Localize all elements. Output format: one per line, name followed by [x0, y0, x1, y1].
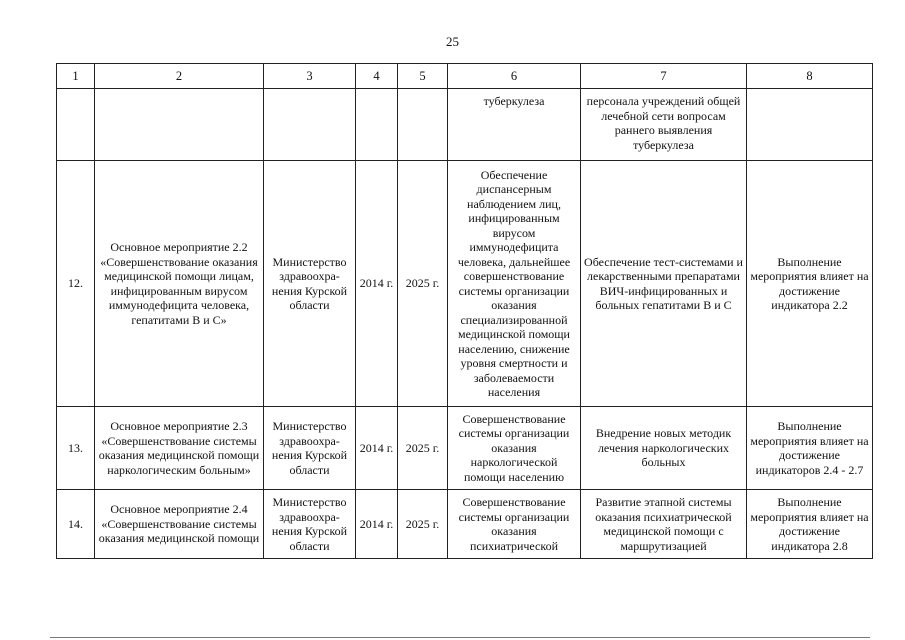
cell-end-year: 2025 г. [398, 407, 448, 490]
cell-empty [264, 89, 356, 161]
cell-content: Развитие этапной системы оказания психиатрической медицинской помощи с маршрутизацией [581, 490, 747, 559]
page-number: 25 [446, 34, 459, 49]
header-col-4: 4 [356, 64, 398, 89]
cell-indicator: Выполнение мероприятия влияет на достижение индикатора 2.2 [747, 161, 873, 407]
cell-content: Обеспечение тест-системами и лекарственными препаратами ВИЧ-инфицированных и больных гепатитами В и С [581, 161, 747, 407]
cell-content: Внедрение новых методик лечения наркологических больных [581, 407, 747, 490]
table-row [57, 490, 873, 559]
cell-start-year: 2014 г. [356, 161, 398, 407]
cell-empty [356, 89, 398, 161]
header-col-2: 2 [95, 64, 264, 89]
header-col-1: 1 [57, 64, 95, 89]
cell-empty [747, 89, 873, 161]
table-row [57, 161, 873, 407]
cell-activity: Основное мероприятие 2.4 «Совершенствование системы оказания медицинской помощи [95, 490, 264, 559]
cell-activity: Основное мероприятие 2.3 «Совершенствование системы оказания медицинской помощи наркологическим больным» [95, 407, 264, 490]
cell-expected-result: Совершенствование системы организации оказания психиатрической [448, 490, 581, 559]
cell-executor: Министерство здравоохра-нения Курской области [264, 407, 356, 490]
header-col-7: 7 [581, 64, 747, 89]
cell-end-year: 2025 г. [398, 490, 448, 559]
header-col-6: 6 [448, 64, 581, 89]
table-row-continuation [57, 89, 873, 161]
cell-activity: Основное мероприятие 2.2 «Совершенствование оказания медицинской помощи лицам, инфицированным вирусом иммунодефицита человека, гепатитами В и С» [95, 161, 264, 407]
cell-indicator: Выполнение мероприятия влияет на достижение индикатора 2.8 [747, 490, 873, 559]
table-row [57, 407, 873, 490]
cell-number: 12. [57, 161, 95, 407]
cell-executor: Министерство здравоохра-нения Курской области [264, 490, 356, 559]
cell-content: персонала учреждений общей лечебной сети вопросам раннего выявления туберкулеза [581, 89, 747, 161]
cell-expected-result: Обеспечение диспансерным наблюдением лиц, инфицированным вирусом иммунодефицита человека, дальнейшее совершенствование системы организации оказания специализированной медицинской помощи населению, снижение уровня смертности и заболеваемости населения [448, 161, 581, 407]
cell-start-year: 2014 г. [356, 407, 398, 490]
header-col-8: 8 [747, 64, 873, 89]
cell-expected-result: Совершенствование системы организации оказания наркологической помощи населению [448, 407, 581, 490]
cell-empty [57, 89, 95, 161]
cell-indicator: Выполнение мероприятия влияет на достижение индикаторов 2.4 - 2.7 [747, 407, 873, 490]
bottom-rule [50, 637, 870, 638]
cell-empty [398, 89, 448, 161]
cell-end-year: 2025 г. [398, 161, 448, 407]
cell-number: 14. [57, 490, 95, 559]
cell-number: 13. [57, 407, 95, 490]
cell-start-year: 2014 г. [356, 490, 398, 559]
cell-expected-result: туберкулеза [448, 89, 581, 161]
header-col-3: 3 [264, 64, 356, 89]
header-row [57, 64, 873, 89]
cell-executor: Министерство здравоохра-нения Курской области [264, 161, 356, 407]
header-col-5: 5 [398, 64, 448, 89]
activities-table [56, 63, 873, 559]
cell-empty [95, 89, 264, 161]
